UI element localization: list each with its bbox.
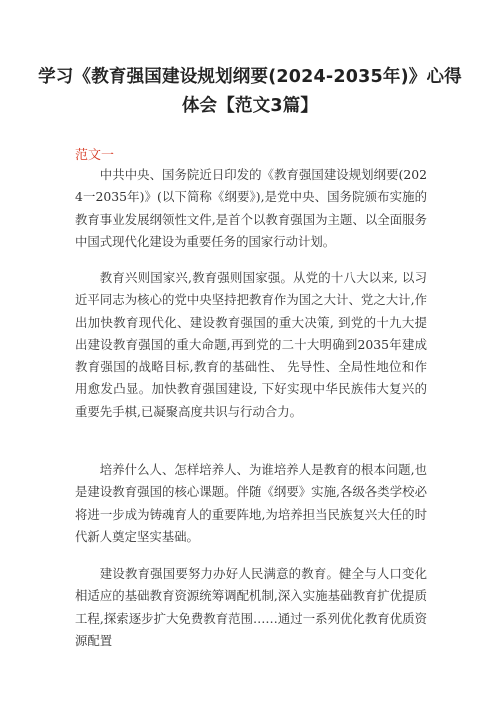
document-title-line-2: 体会【范文3篇】 bbox=[181, 96, 319, 116]
document-title-line-1: 学习《教育强国建设规划纲要(2024-2035年)》心得 bbox=[38, 67, 462, 87]
paragraph-1: 中共中央、国务院近日印发的《教育强国建设规划纲要(2024一2035年)》(以下简称《纲要》),是党中央、国务院颁布实施的教育事业发展纲领性文件,是首个以教育强国为主题、以全面服务中国式现代化建设为重要任务的国家行动计划。 bbox=[75, 167, 427, 249]
paragraph-4: 建设教育强国要努力办好人民满意的教育。健全与人口变化相适应的基础教育资源统筹调配机制,深入实施基础教育扩优提质工程,探索逐步扩大免费教育范围……通过一系列优化教育优质资源配置 bbox=[75, 566, 427, 648]
paragraph-2: 教育兴则国家兴,教育强则国家强。从党的十八大以来, 以习近平同志为核心的党中央坚持把教育作为国之大计、党之大计,作出加快教育现代化、建设教育强国的重大决策, 到党的十九大提出建设教育强国的重大命题,再到党的二十大明确到2035年建成教育强国的战略目标,教育的基础性、 先导性、全局性地位和作用愈发凸显。加快教育强国建设, 下好实现中华民族伟大复兴的重要先手棋,已凝聚高度共识与行动合力。 bbox=[75, 270, 427, 419]
section-label: 范文一 bbox=[75, 148, 115, 163]
paragraph-3: 培养什么人、怎样培养人、为谁培养人是教育的根本问题,也是建设教育强国的核心课题。伴随《纲要》实施,各级各类学校必将进一步成为铸魂育人的重要阵地,为培养担当民族复兴大任的时代新人奠定坚实基础。 bbox=[75, 462, 427, 544]
